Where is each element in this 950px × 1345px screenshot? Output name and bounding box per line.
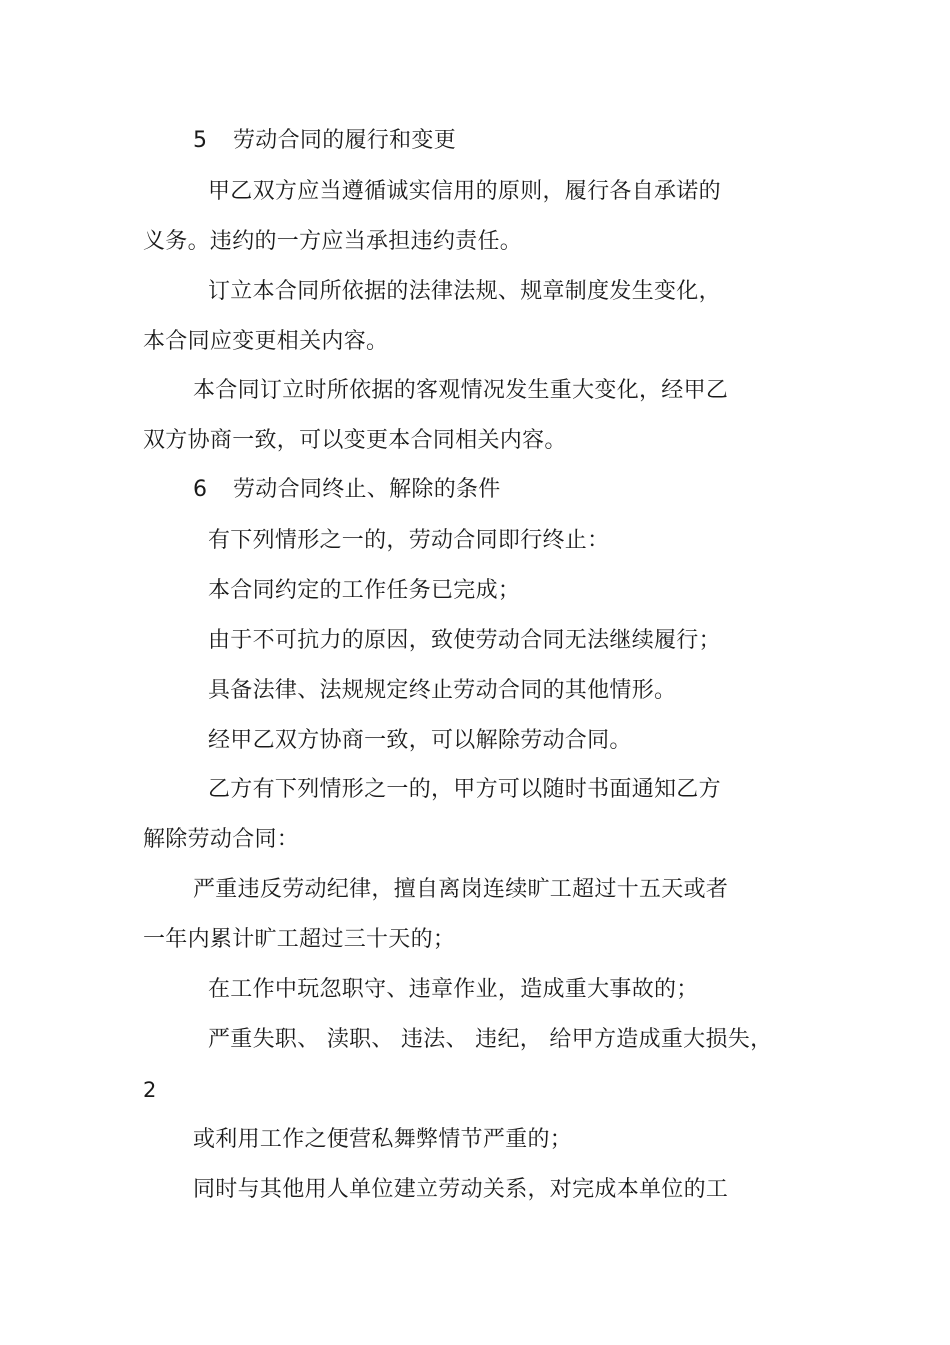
paragraph-line: 双方协商一致，可以变更本合同相关内容。 (143, 428, 567, 453)
paragraph-line: 严重失职、 渎职、 违法、 违纪， 给甲方造成重大损失， (208, 1027, 773, 1052)
paragraph-line: 具备法律、法规规定终止劳动合同的其他情形。 (208, 678, 677, 703)
paragraph-line: 义务。违约的一方应当承担违约责任。 (143, 229, 523, 254)
section-number: 5 (193, 128, 208, 153)
paragraph-line: 有下列情形之一的，劳动合同即行终止： (208, 528, 610, 553)
paragraph-line: 本合同应变更相关内容。 (143, 329, 389, 354)
paragraph-line: 解除劳动合同： (143, 827, 300, 852)
section-5-heading (193, 126, 456, 156)
paragraph-line: 同时与其他用人单位建立劳动关系，对完成本单位的工 (193, 1177, 729, 1202)
paragraph-line: 本合同订立时所依据的客观情况发生重大变化，经甲乙 (193, 378, 729, 403)
paragraph-line: 订立本合同所依据的法律法规、规章制度发生变化， (208, 279, 721, 304)
paragraph-line: 在工作中玩忽职守、违章作业，造成重大事故的； (208, 977, 699, 1002)
section-6-heading (193, 475, 501, 505)
paragraph-line: 或利用工作之便营私舞弊情节严重的； (193, 1127, 573, 1152)
section-title: 劳动合同的履行和变更 (233, 128, 457, 153)
paragraph-line: 乙方有下列情形之一的，甲方可以随时书面通知乙方 (208, 777, 721, 802)
paragraph-line: 严重违反劳动纪律，擅自离岗连续旷工超过十五天或者 (193, 877, 729, 902)
section-title: 劳动合同终止、解除的条件 (233, 477, 501, 502)
page-number: 2 (143, 1078, 157, 1102)
paragraph-line: 经甲乙双方协商一致，可以解除劳动合同。 (208, 728, 632, 753)
section-number: 6 (193, 477, 208, 502)
paragraph-line: 甲乙双方应当遵循诚实信用的原则，履行各自承诺的 (208, 179, 721, 204)
paragraph-line: 本合同约定的工作任务已完成； (208, 578, 521, 603)
paragraph-line: 由于不可抗力的原因，致使劳动合同无法继续履行； (208, 628, 721, 653)
paragraph-line: 一年内累计旷工超过三十天的； (143, 927, 456, 952)
